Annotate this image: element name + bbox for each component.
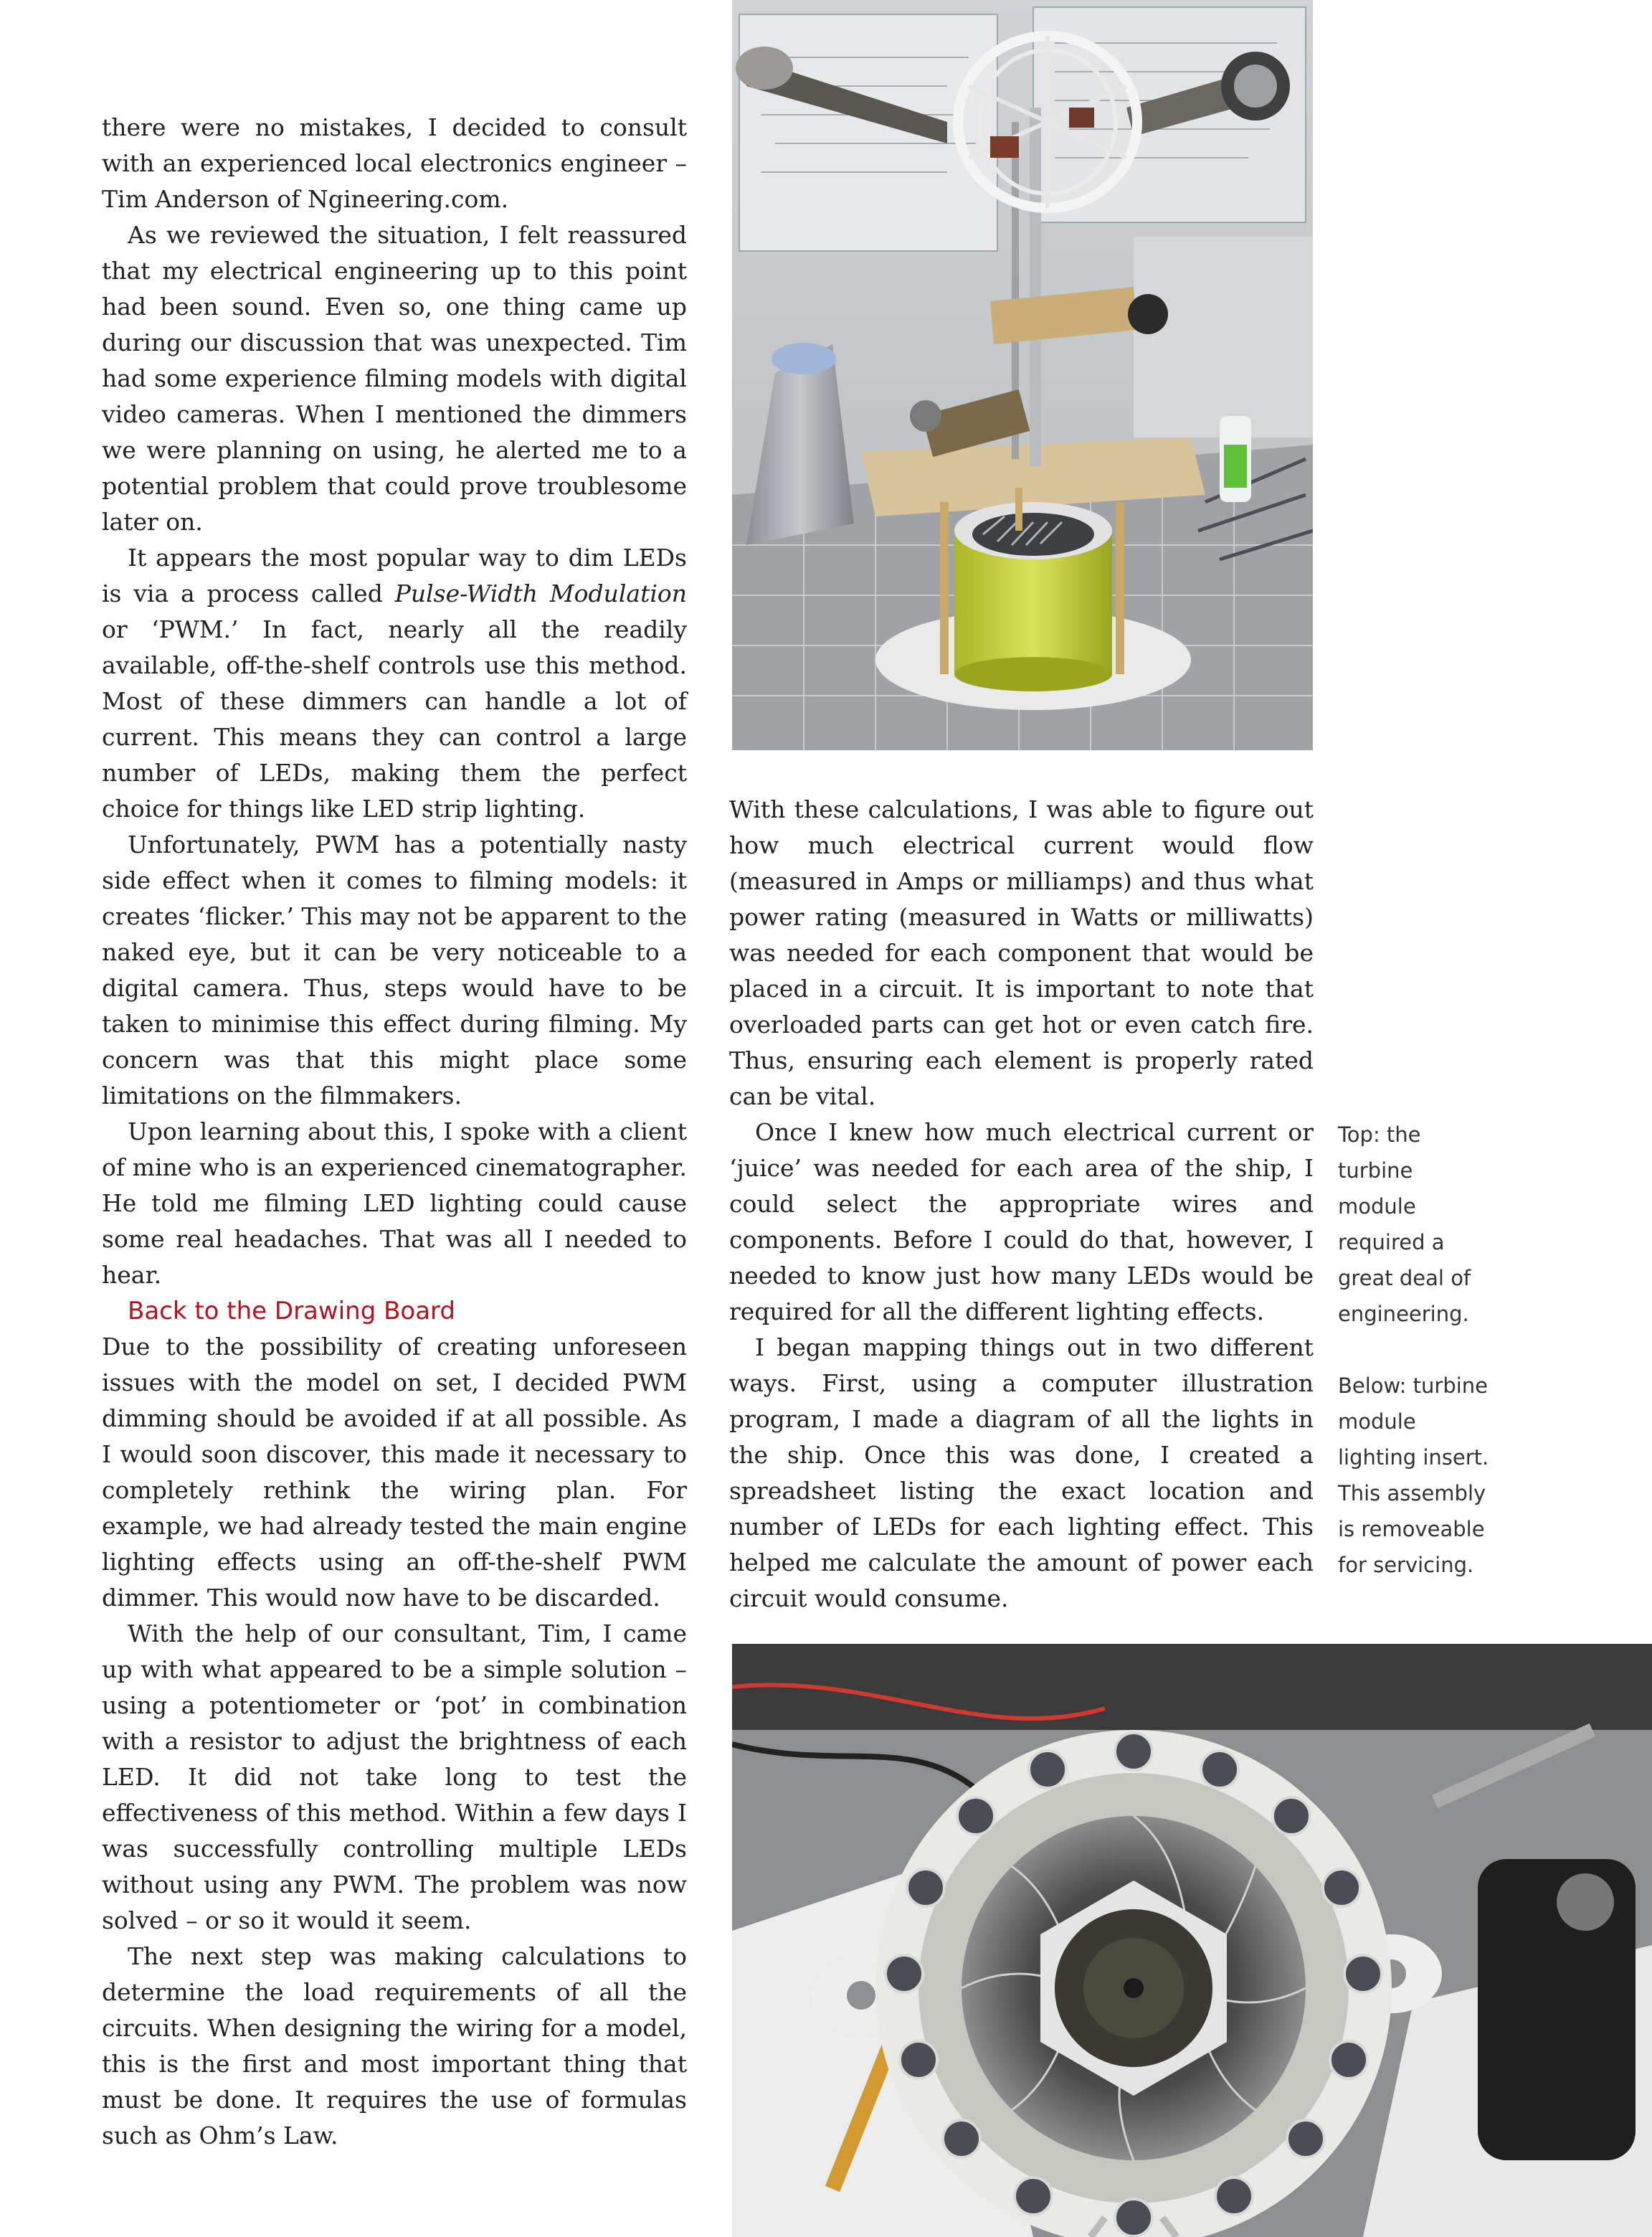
paragraph: With the help of our consultant, Tim, I came up with what appeared to be a simple solution – using a potentiometer or ‘pot’ in combination with a resistor to adjust the brightness of each LED. It did not take long to test the effectiveness of this method. Within a few days I was successfully controlling multiple LEDs without using any PWM. The problem was now solved – or so it would it seem. [102,1619,687,1934]
paragraph: there were no mistakes, I decided to consult with an experienced local electronics engineer – Tim Anderson of Ngineering.com. [102,113,687,213]
section-heading: Back to the Drawing Board [128,1297,456,1325]
paragraph: I began mapping things out in two different ways. First, using a computer illustration program, I made a diagram of all the lights in the ship. Once this was done, I created a spreadsheet listing the exact location and number of LEDs for each lighting effect. This helped me calculate the amount of power each circuit would consume. [729,1333,1314,1612]
paragraph: As we reviewed the situation, I felt reassured that my electrical engineering up to this point had been sound. Even so, one thing came up during our discussion that was unexpected. Tim had some experience filming models with digital video cameras. When I mentioned the dimmers we were planning on using, he alerted me to a potential problem that could prove troublesome later on. [102,221,687,536]
turbine-module-illustration [732,0,1313,750]
left-column [102,110,687,2154]
lighting-insert-photo [732,1644,1652,2237]
photo-captions [1338,1117,1496,1619]
paragraph: Upon learning about this, I spoke with a client of mine who is an experienced cinematographer. He told me filming LED lighting could cause some real headaches. That was all I needed to hear. [102,1117,687,1289]
pwm-term: Pulse-Width Modulation [394,580,687,607]
turbine-module-photo [732,0,1313,750]
paragraph: Unfortunately, PWM has a potentially nasty side effect when it comes to filming models: it creates ‘flicker.’ This may not be apparent to the naked eye, but it can be very noticeable to a digital camera. Thus, steps would have to be taken to minimise this effect during filming. My concern was that this might place some limitations on the filmmakers. [102,831,687,1110]
caption-below: Below: turbine module lighting insert. This assembly is removeable for servicing. [1338,1373,1489,1577]
paragraph: Due to the possibility of creating unforeseen issues with the model on set, I decided PWM dimming should be avoided if at all possible. As I would soon discover, this made it necessary to completely rethink the wiring plan. For example, we had already tested the main engine lighting effects using an off-the-shelf PWM dimmer. This would now have to be discarded. [102,1333,687,1612]
paragraph: The next step was making calculations to determine the load requirements of all the circuits. When designing the wiring for a model, this is the first and most important thing that must be done. It requires the use of formulas such as Ohm’s Law. [102,1942,687,2149]
paragraph: With these calculations, I was able to figure out how much electrical current would flow (measured in Amps or milliamps) and thus what power rating (measured in Watts or milliwatts) was needed for each component that would be placed in a circuit. It is important to note that overloaded parts can get hot or even catch fire. Thus, ensuring each element is properly rated can be vital. [729,795,1314,1110]
paragraph: It appears the most popular way to dim LEDs is via a process called Pulse-Width Modulation or ‘PWM.’ In fact, nearly all the readily available, off-the-shelf controls use this method. Most of these dimmers can handle a lot of current. This means they can control a large number of LEDs, making them the perfect choice for things like LED strip lighting. [102,544,687,823]
lighting-insert-illustration [732,1644,1652,2237]
caption-top: Top: the turbine module required a great deal of engineering. [1338,1122,1471,1326]
right-column [729,792,1314,1617]
paragraph: Once I knew how much electrical current or ‘juice’ was needed for each area of the ship, I could select the appropriate wires and components. Before I could do that, however, I needed to know just how many LEDs would be required for all the different lighting effects. [729,1118,1314,1325]
